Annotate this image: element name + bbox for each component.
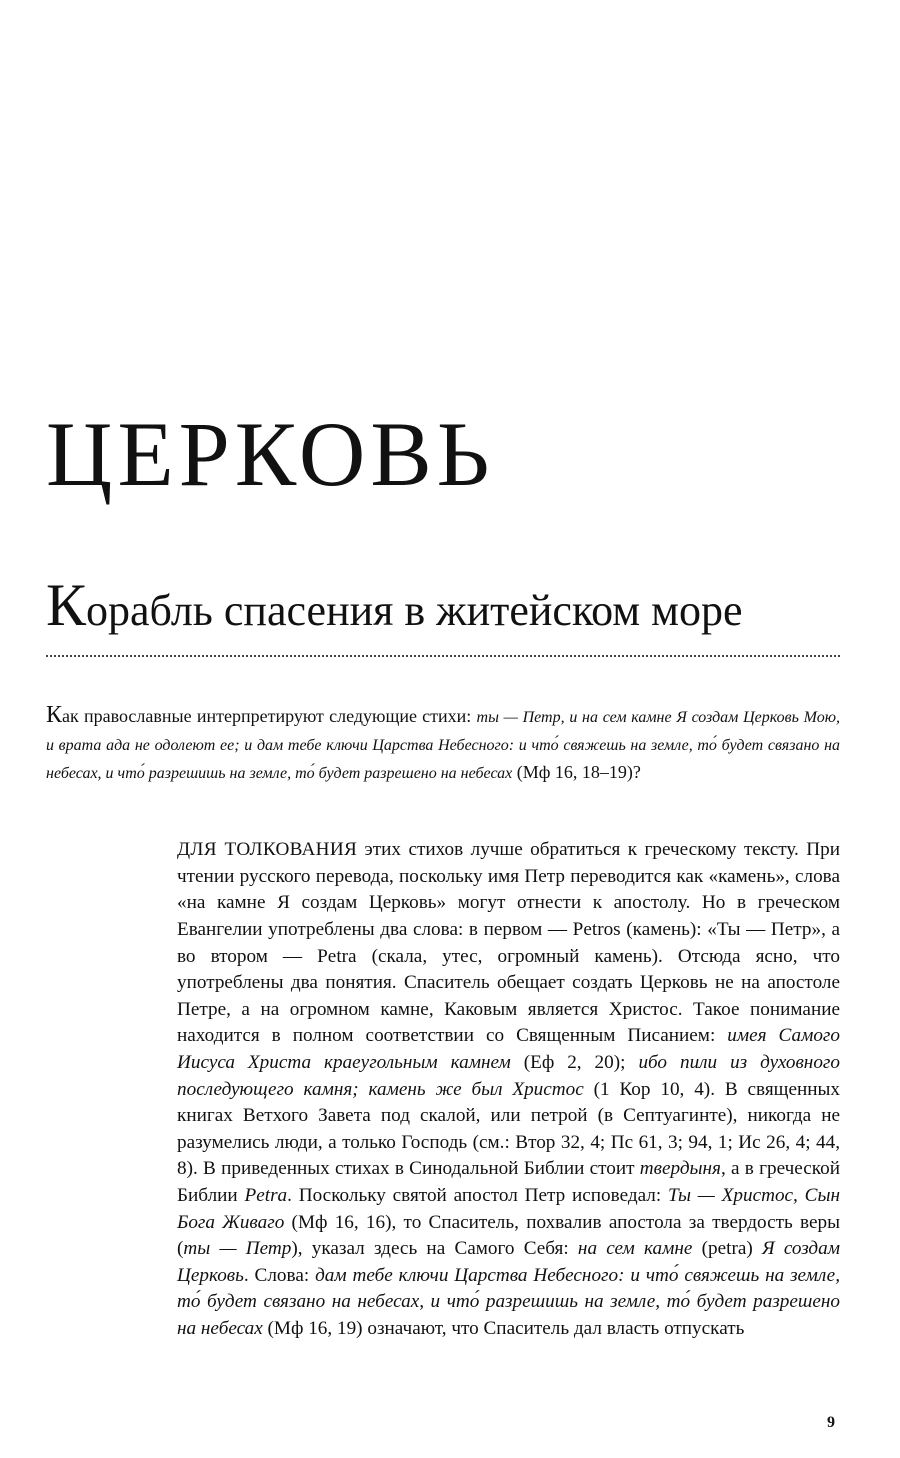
question-paragraph — [46, 702, 840, 787]
question-initial: К — [46, 702, 63, 728]
answer-quote: ибо пили из духовного последующего камня; камень же был Христос — [177, 1051, 840, 1100]
answer-text: . Слова: — [243, 1264, 316, 1286]
answer-lead: ДЛЯ ТОЛКОВАНИЯ — [177, 839, 358, 861]
answer-quote: имея Самого Иисуса Христа краеугольным камнем — [177, 1025, 840, 1073]
question-quote: ты — Петр, и на сем камне Я создам Церковь Мою, и врата ада не одолеют ее; и дам тебе ключи Царства Небесного: и что́ свяжешь на земле, то́ будет связано на небесах, и что́ разрешишь на земле, то́ будет разрешено на небесах — [46, 709, 840, 782]
answer-quote: твердыня — [639, 1158, 721, 1180]
answer-text: (Еф 2, 20); — [510, 1051, 639, 1073]
answer-text: (Мф 16, 16), то Спаситель, похвалив апостола за твердость веры ( — [177, 1211, 840, 1260]
dotted-divider — [46, 655, 840, 657]
answer-quote: Petra — [244, 1184, 288, 1206]
answer-text: этих стихов лучше обратиться к греческому тексту. При чтении русского перевода, поскольку имя Петр переводится как «камень», слова «на камне Я создам Церковь» могут отнести к апостолу. Но в греческом Евангелии употреблены два слова: в первом — Petros (камень): «Ты — Петр», а во втором — Petra (скала, утес, огромный камень). Отсюда ясно, что употреблены два понятия. Спаситель обещает создать Церковь не на апостоле Петре, а на огромном камне, Каковым является Христос. Такое понимание находится в полном соответствии со Священным Писанием: — [177, 839, 840, 1047]
section-title-text: орабль спасения в житейском море — [86, 586, 743, 635]
answer-quote: Я создам Церковь — [177, 1238, 840, 1286]
answer-text: (Мф 16, 19) означают, что Спаситель дал власть отпускать — [262, 1317, 745, 1339]
answer-quote: ты — Петр — [183, 1238, 292, 1260]
question-reference: (Мф 16, 18–19)? — [512, 762, 641, 782]
section-title-initial: К — [46, 572, 87, 638]
answer-quote: Ты — Христос, Сын Бога Живаго — [177, 1184, 840, 1233]
answer-text: (petra) — [692, 1238, 762, 1260]
answer-paragraph — [177, 837, 840, 1342]
question-intro: ак православные интерпретируют следующие стихи: — [62, 706, 477, 726]
answer-text: ), указал здесь на Самого Себя: — [291, 1238, 578, 1260]
chapter-title: ЦЕРКОВЬ — [46, 403, 495, 505]
section-title — [46, 572, 743, 638]
answer-text: (1 Кор 10, 4). В священных книгах Ветхого Завета под скалой, или петрой (в Септуагинте), никогда не разумелись люди, а только Господь (см.: Втор 32, 4; Пс 61, 3; 94, 1; Ис 26, 4; 44, 8). В приведенных стихах в Синодальной Библии стоит — [177, 1078, 840, 1180]
answer-text: , а в греческой Библии — [177, 1158, 840, 1206]
answer-text: . Поскольку святой апостол Петр исповедал: — [287, 1184, 669, 1206]
answer-quote: на сем камне — [577, 1238, 693, 1260]
answer-quote: дам тебе ключи Царства Небесного: и что́ свяжешь на земле, то́ будет связано на небесах, и что́ разрешишь на земле, то́ будет разрешено на небесах — [177, 1264, 840, 1339]
page-number: 9 — [827, 1414, 835, 1431]
